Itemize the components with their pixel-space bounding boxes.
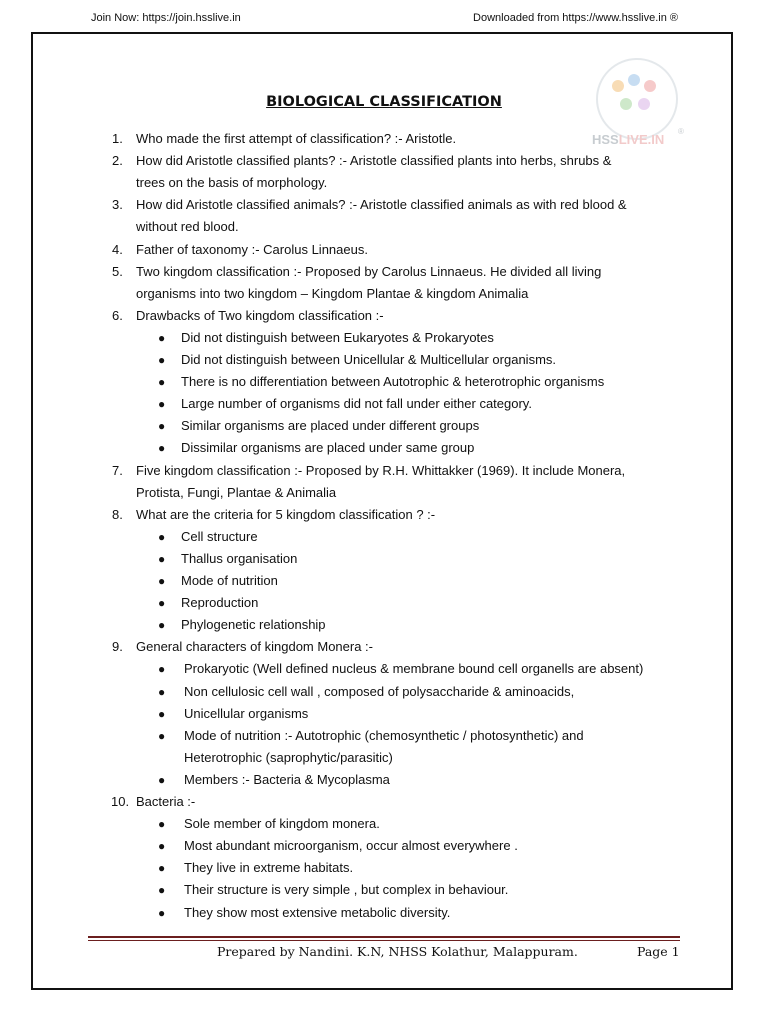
join-link[interactable]: Join Now: https://join.hsslive.in: [91, 12, 241, 24]
item-number: 8.: [112, 506, 123, 522]
logo-registered: ®: [678, 127, 684, 136]
item-number: 3.: [112, 197, 123, 213]
page-title: BIOLOGICAL CLASSIFICATION: [266, 94, 502, 110]
bullet-text: Mode of nutrition :- Autotrophic (chemosynthetic / photosynthetic) and: [184, 727, 584, 743]
item-text: General characters of kingdom Monera :-: [136, 639, 373, 655]
bullet-icon: ●: [158, 419, 166, 434]
bullet-text: Large number of organisms did not fall under either category.: [181, 396, 532, 412]
item-number: 6.: [112, 307, 123, 323]
item-number: 5.: [112, 263, 123, 279]
item-text: without red blood.: [136, 219, 239, 235]
bullet-text: Did not distinguish between Eukaryotes & Prokaryotes: [181, 329, 494, 345]
logo-figure-icon: [628, 74, 640, 86]
bullet-text: Unicellular organisms: [184, 705, 309, 721]
bullet-text: Heterotrophic (saprophytic/parasitic): [184, 749, 393, 765]
bullet-text: Most abundant microorganism, occur almost everywhere .: [184, 838, 518, 854]
item-text: trees on the basis of morphology.: [136, 175, 328, 191]
logo-figure-icon: [612, 80, 624, 92]
bullet-text: Did not distinguish between Unicellular & Multicellular organisms.: [181, 352, 557, 367]
bullet-text: There is no differentiation between Autotrophic & heterotrophic organisms: [181, 374, 605, 390]
footer-author: Prepared by Nandini. K.N, NHSS Kolathur, Malappuram.: [217, 944, 578, 959]
item-text: Five kingdom classification :- Proposed by R.H. Whittakker (1969). It include Monera,: [136, 462, 626, 478]
item-text: Protista, Fungi, Plantae & Animalia: [136, 484, 337, 500]
item-text: Who made the first attempt of classification? :- Aristotle.: [136, 131, 457, 146]
bullet-icon: ●: [158, 839, 166, 854]
item-number: 10.: [111, 794, 130, 809]
bullet-icon: ●: [158, 330, 166, 345]
bullet-icon: ●: [158, 817, 166, 832]
item-number: 7.: [112, 462, 123, 478]
bullet-text: Reproduction: [181, 595, 259, 611]
bullet-text: Thallus organisation: [181, 550, 298, 566]
item-text: How did Aristotle classified plants? :- Aristotle classified plants into herbs, shrubs &: [136, 153, 612, 169]
bullet-icon: ●: [158, 728, 166, 743]
bullet-icon: ●: [158, 706, 166, 721]
item-text: How did Aristotle classified animals? :- Aristotle classified animals as with red blood &: [136, 197, 627, 213]
bullet-icon: ●: [158, 353, 166, 367]
bullet-icon: ●: [158, 529, 166, 544]
bullet-text: Cell structure: [181, 528, 258, 544]
bullet-icon: ●: [158, 905, 166, 920]
logo-figure-icon: [644, 80, 656, 92]
item-number: 9.: [112, 639, 123, 655]
item-text: Two kingdom classification :- Proposed by Carolus Linnaeus. He divided all living: [136, 263, 602, 279]
item-text: Bacteria :-: [136, 794, 196, 809]
item-number: 4.: [112, 241, 123, 257]
download-header: [0, 12, 768, 28]
bullet-text: Mode of nutrition: [181, 573, 278, 588]
item-number: 2.: [112, 153, 123, 169]
bullet-text: Their structure is very simple , but complex in behaviour.: [184, 882, 509, 898]
bullet-icon: ●: [158, 441, 166, 456]
bullet-icon: ●: [158, 684, 166, 699]
bullet-icon: ●: [158, 772, 166, 787]
logo-text: HSSLIVE.IN: [592, 132, 665, 147]
bullet-icon: ●: [158, 861, 166, 876]
bullet-icon: ●: [158, 618, 166, 633]
bullet-text: Members :- Bacteria & Mycoplasma: [184, 771, 390, 787]
bullet-icon: ●: [158, 662, 166, 677]
bullet-icon: ●: [158, 551, 166, 566]
item-text: Drawbacks of Two kingdom classification :-: [136, 307, 384, 323]
item-text: Father of taxonomy :- Carolus Linnaeus.: [136, 241, 368, 257]
bullet-text: They live in extreme habitats.: [184, 860, 354, 876]
bullet-icon: ●: [158, 375, 166, 390]
footer-divider: [88, 936, 680, 941]
bullet-text: Non cellulosic cell wall , composed of polysaccharide & aminoacids,: [184, 683, 575, 699]
bullet-icon: ●: [158, 397, 166, 412]
bullet-text: Dissimilar organisms are placed under same group: [181, 440, 475, 456]
item-text: What are the criteria for 5 kingdom classification ? :-: [136, 506, 436, 522]
bullet-text: Sole member of kingdom monera.: [184, 816, 380, 832]
bullet-text: They show most extensive metabolic diversity.: [184, 904, 451, 920]
bullet-text: Prokaryotic (Well defined nucleus & membrane bound cell organells are absent): [184, 661, 644, 677]
item-text: organisms into two kingdom – Kingdom Plantae & kingdom Animalia: [136, 285, 529, 301]
footer-page-number: Page 1: [637, 944, 680, 959]
download-source[interactable]: Downloaded from https://www.hsslive.in ®: [473, 12, 678, 24]
bullet-icon: ●: [158, 883, 166, 898]
item-number: 1.: [112, 131, 123, 146]
bullet-icon: ●: [158, 596, 166, 611]
bullet-icon: ●: [158, 574, 166, 588]
bullet-text: Similar organisms are placed under different groups: [181, 418, 480, 434]
bullet-text: Phylogenetic relationship: [181, 617, 326, 633]
